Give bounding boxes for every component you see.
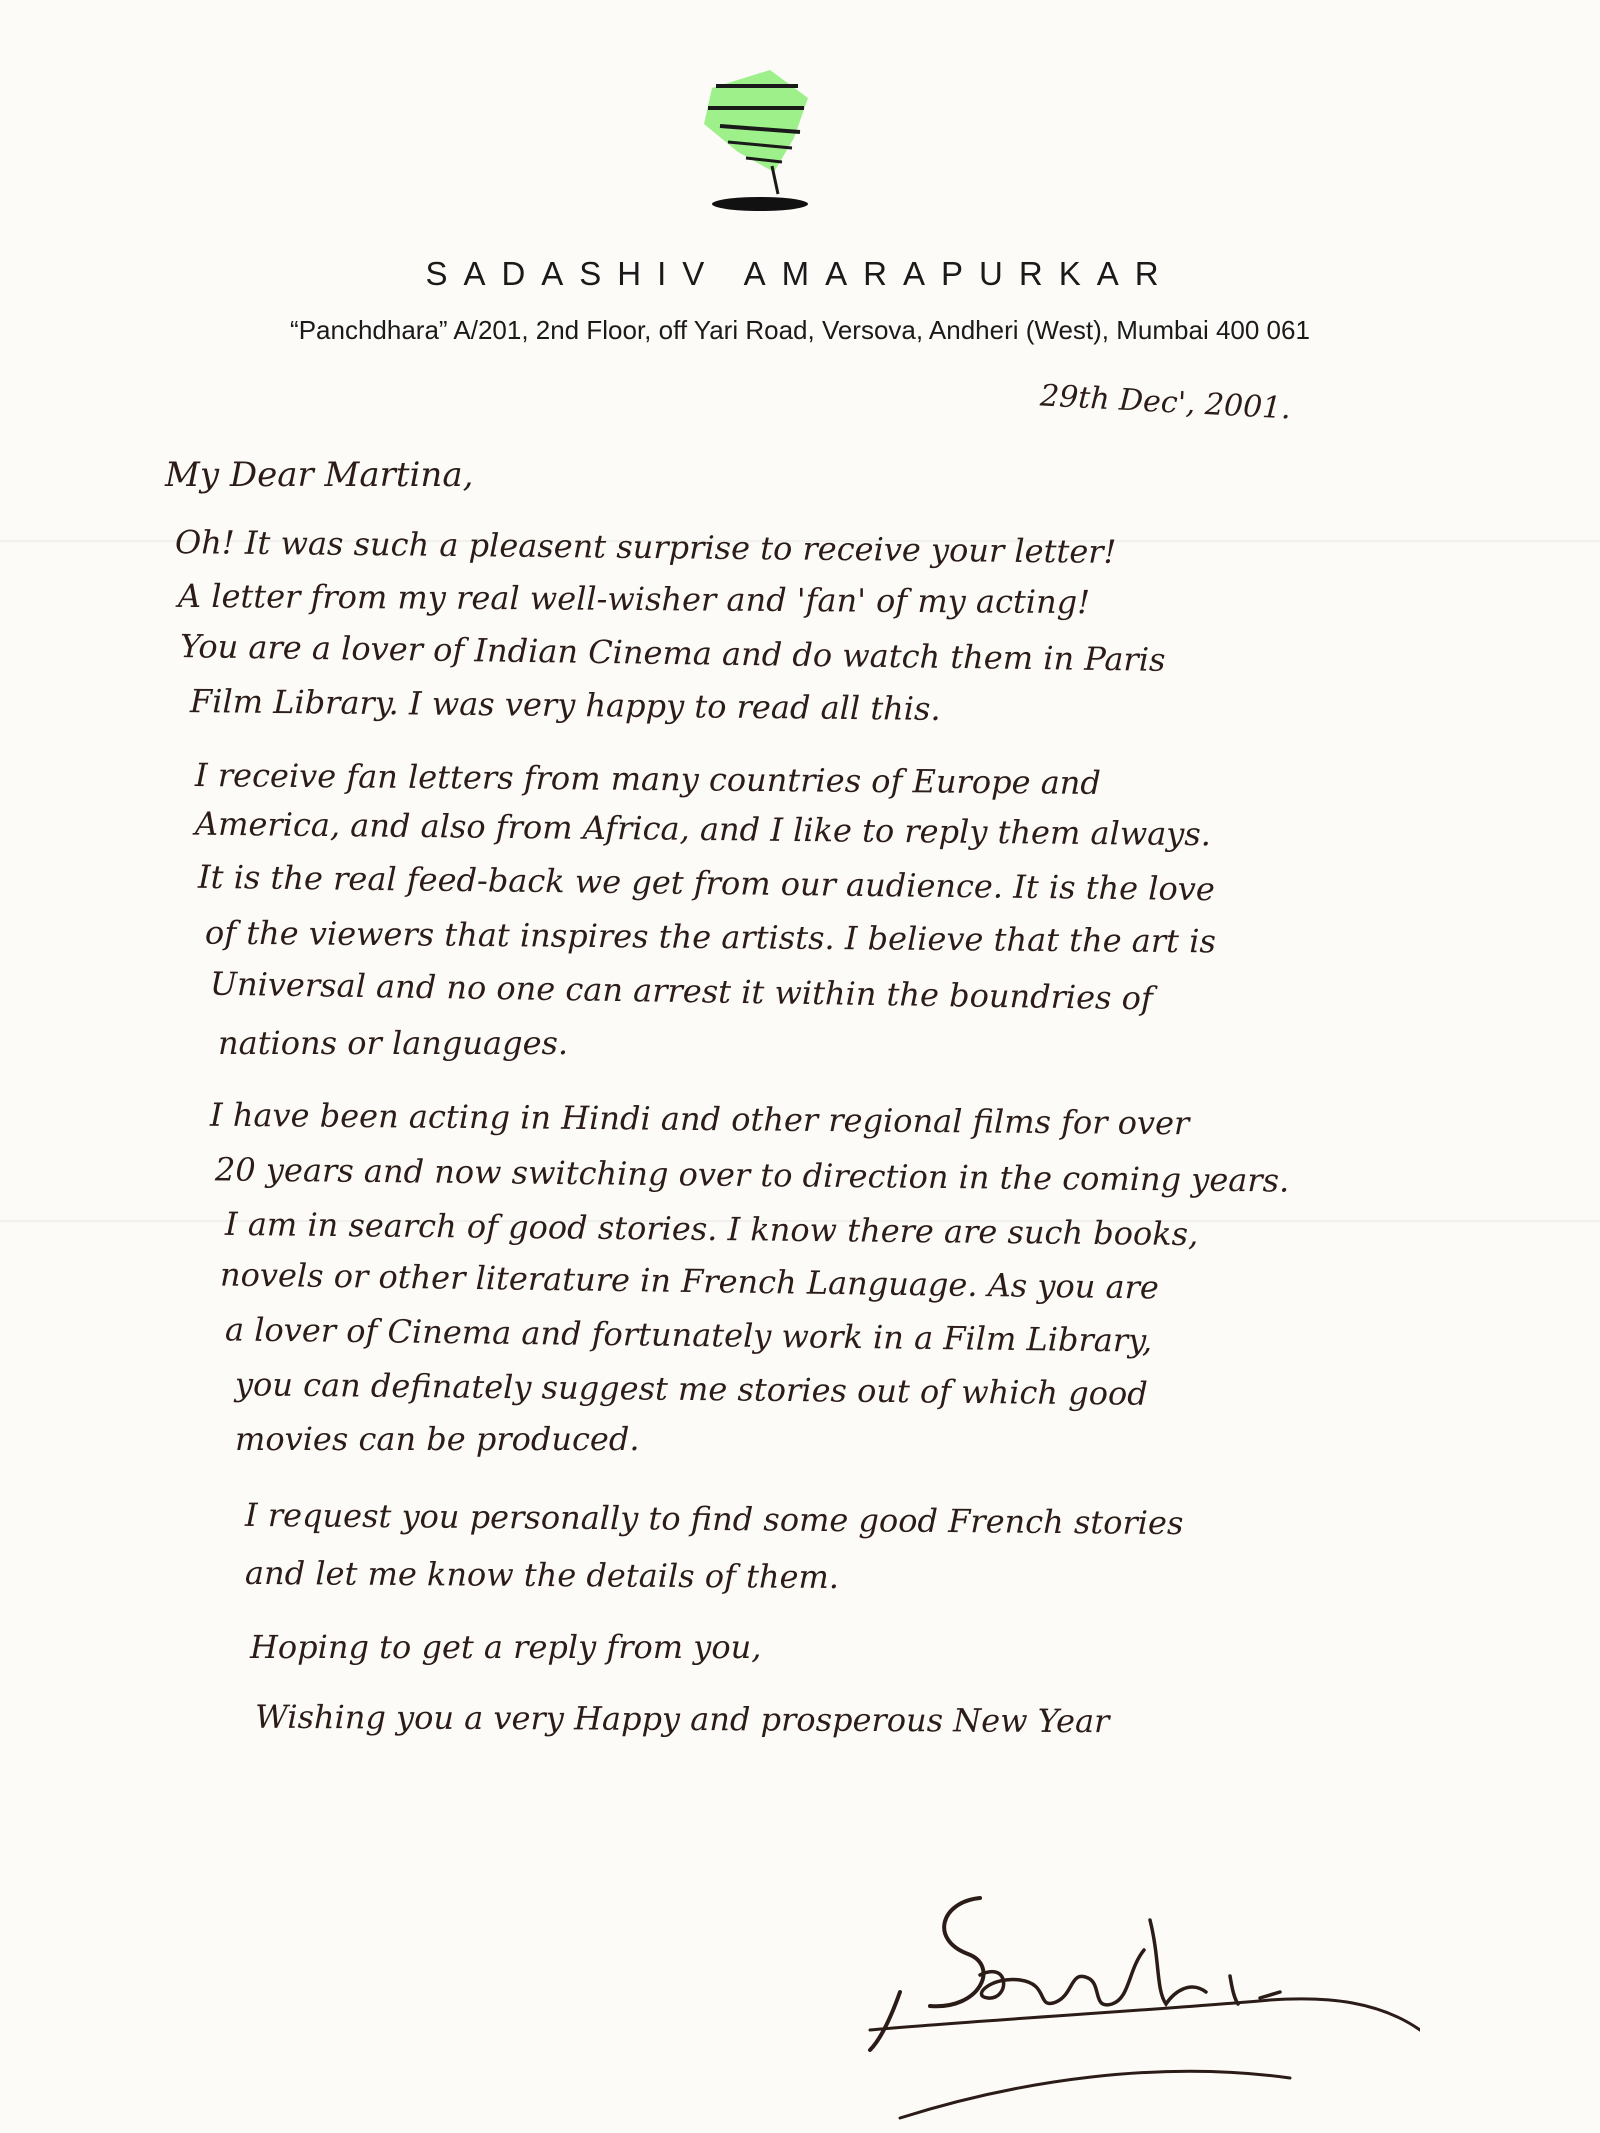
body-line: I receive fan letters from many countries of Europe and [194, 756, 1102, 802]
body-line: Film Library. I was very happy to read all this. [189, 682, 941, 728]
body-line: of the viewers that inspires the artists. I believe that the art is [204, 913, 1217, 961]
body-line: 20 years and now switching over to direction in the coming years. [214, 1150, 1290, 1200]
signature-stroke [980, 1920, 1280, 2005]
signature [860, 1880, 1420, 2130]
salutation: My Dear Martina, [165, 455, 474, 495]
body-line: I request you personally to find some good French stories [244, 1495, 1184, 1543]
body-line: I am in search of good stories. I know there are such books, [224, 1204, 1199, 1254]
body-line: A letter from my real well-wisher and 'fan' of my acting! [177, 576, 1091, 622]
body-line: you can definately suggest me stories out of which good [234, 1365, 1148, 1413]
body-line: Wishing you a very Happy and prosperous New Year [254, 1697, 1110, 1741]
letterhead-address: “Panchdhara” A/201, 2nd Floor, off Yari Road, Versova, Andheri (West), Mumbai 400 061 [290, 315, 1310, 345]
body-line: It is the real feed-back we get from our audience. It is the love [197, 857, 1216, 909]
letterhead-logo [698, 66, 822, 216]
body-line: Oh! It was such a pleasent surprise to receive your letter! [174, 523, 1117, 571]
letter-date: 29th Dec', 2001. [1039, 378, 1292, 427]
letterhead-name: SADASHIV AMARAPURKAR [425, 255, 1175, 292]
logo-shadow [712, 197, 808, 211]
body-line: Universal and no one can arrest it within the boundries of [209, 964, 1154, 1018]
body-line: America, and also from Africa, and I like to reply them always. [194, 804, 1212, 854]
signature-underline [900, 2071, 1290, 2118]
body-line: and let me know the details of them. [244, 1553, 840, 1597]
body-line: Hoping to get a reply from you, [250, 1628, 762, 1666]
body-line: I have been acting in Hindi and other regional films for over [209, 1095, 1190, 1143]
body-line: movies can be produced. [235, 1420, 640, 1458]
body-line: You are a lover of Indian Cinema and do watch them in Paris [179, 627, 1166, 679]
body-line: nations or languages. [218, 1024, 569, 1062]
body-line: a lover of Cinema and fortunately work in a Film Library, [224, 1310, 1153, 1360]
body-line: novels or other literature in French Language. As you are [219, 1255, 1160, 1307]
